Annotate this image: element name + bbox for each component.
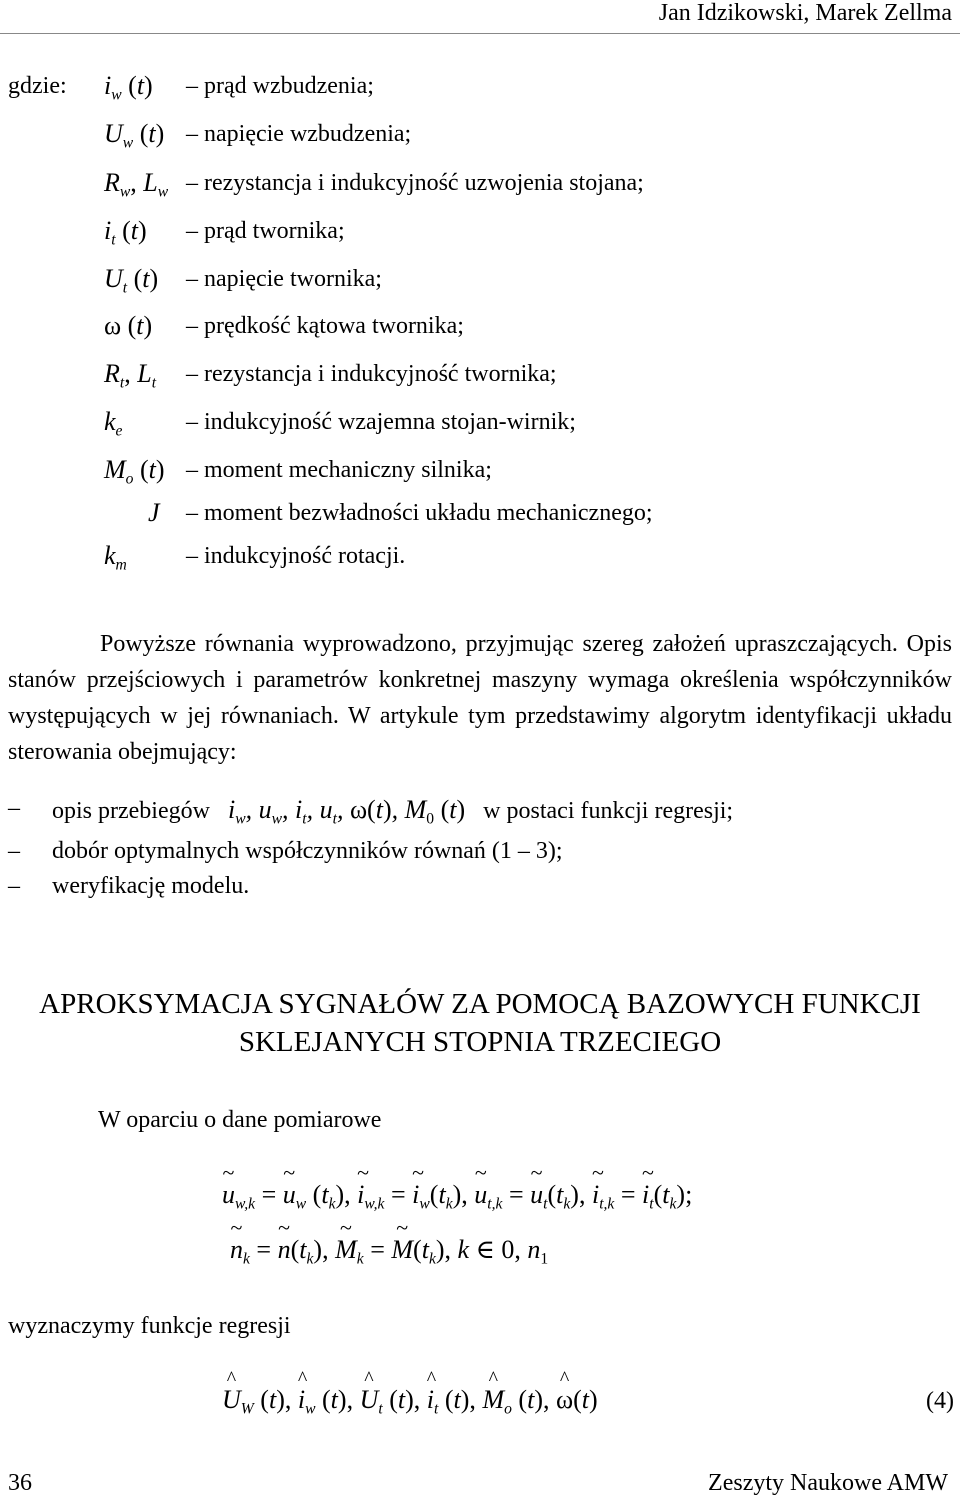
definition-symbol: $i_w$ (t) (104, 71, 153, 104)
definition-description: – rezystancja i indukcyjność uzwojenia stojana; (186, 170, 644, 196)
definition-symbol: $k_e$ (104, 407, 123, 440)
bullet-1-before: opis przebiegów (52, 798, 210, 824)
equation-2: ^ $U_W$ (t), ^ $i_w$ (t), ^ $U_t$ (t), ^ $i_t$ (t), ^ $M_o$ (t), ^ ω(t) (222, 1385, 598, 1415)
paragraph-intro (8, 626, 952, 770)
definition-description: – rezystancja i indukcyjność twornika; (186, 361, 557, 387)
definition-symbol: $i_t$ (t) (104, 216, 147, 249)
definition-symbol: $M_o$ (t) (104, 455, 165, 488)
intro-text: W oparciu o dane pomiarowe (98, 1107, 382, 1133)
section-heading-line2: SKLEJANYCH STOPNIA TRZECIEGO (238, 1026, 722, 1058)
header-rule (0, 33, 960, 34)
bullet-item-1 (52, 795, 734, 828)
definition-symbol: ω (t) (104, 311, 153, 340)
definition-description: – moment mechaniczny silnika; (186, 457, 492, 483)
definition-description: – prąd wzbudzenia; (186, 73, 374, 99)
bullet-dash-3: – (8, 873, 20, 899)
definition-description: – napięcie twornika; (186, 266, 382, 292)
definition-description: – napięcie wzbudzenia; (186, 121, 412, 147)
bullet-dash-1: – (8, 795, 20, 821)
definition-symbol: $R_t$, $L_t$ (104, 359, 157, 392)
equation-1-line-1: ~ $u_{w,k}$ = ~ $u_w$ $(t_k)$, ~ $i_{w,k}$ = ~ $i_w(t_k)$, ~ $u_{t,k}$ = ~ $u_t(t_k)$, ~ $i_{t,k}$ = ~ $i_t(t_k)$; (222, 1180, 692, 1210)
definition-symbol: J (148, 498, 160, 527)
definition-description: – moment bezwładności układu mechanicznego; (186, 500, 653, 526)
section-heading (8, 985, 952, 1061)
definition-description: – indukcyjność rotacji. (186, 543, 406, 569)
bullet-1-after: w postaci funkcji regresji; (483, 798, 734, 824)
definition-description: – indukcyjność wzajemna stojan-wirnik; (186, 409, 576, 435)
bullet-item-3: weryfikację modelu. (52, 873, 250, 899)
regression-text: wyznaczymy funkcje regresji (8, 1313, 291, 1339)
definition-symbol: $k_m$ (104, 541, 127, 574)
page-number: 36 (8, 1470, 32, 1496)
bullet-item-2: dobór optymalnych współczynników równań (1 – 3); (52, 838, 563, 864)
bullet-1-math: $i_w$, $u_w$, $i_t$, $u_t$, ω(t), $M_0$ (t) (227, 795, 466, 828)
definitions-label: gdzie: (8, 73, 67, 99)
definition-description: – prąd twornika; (186, 218, 345, 244)
paragraph-text: Powyższe równania wyprowadzono, przyjmując szereg założeń upraszczających. Opis stanów przejściowych i parametrów konkretnej maszyny wymaga określenia współczynników występujących w jej równaniach. W artykule tym przedstawimy algorytm identyfikacji układu sterowania obejmujący: (8, 631, 952, 765)
journal-name: Zeszyty Naukowe AMW (708, 1470, 948, 1496)
running-header: Jan Idzikowski, Marek Zellma (658, 0, 952, 26)
bullet-dash-2: – (8, 838, 20, 864)
definition-symbol: $U_w$ (t) (104, 119, 165, 152)
definition-description: – prędkość kątowa twornika; (186, 313, 464, 339)
section-heading-line1: APROKSYMACJA SYGNAŁÓW ZA POMOCĄ BAZOWYCH FUNKCJI (39, 988, 921, 1020)
equation-1-line-2: ~ $n_k$ = ~ $n(t_k)$, ~ $M_k$ = ~ $M(t_k)$, k ∈ 0, $n_1$ (230, 1235, 548, 1265)
equation-2-number: (4) (926, 1388, 954, 1414)
definition-symbol: $U_t$ (t) (104, 264, 159, 297)
definition-symbol: $R_w$, $L_w$ (104, 168, 169, 201)
